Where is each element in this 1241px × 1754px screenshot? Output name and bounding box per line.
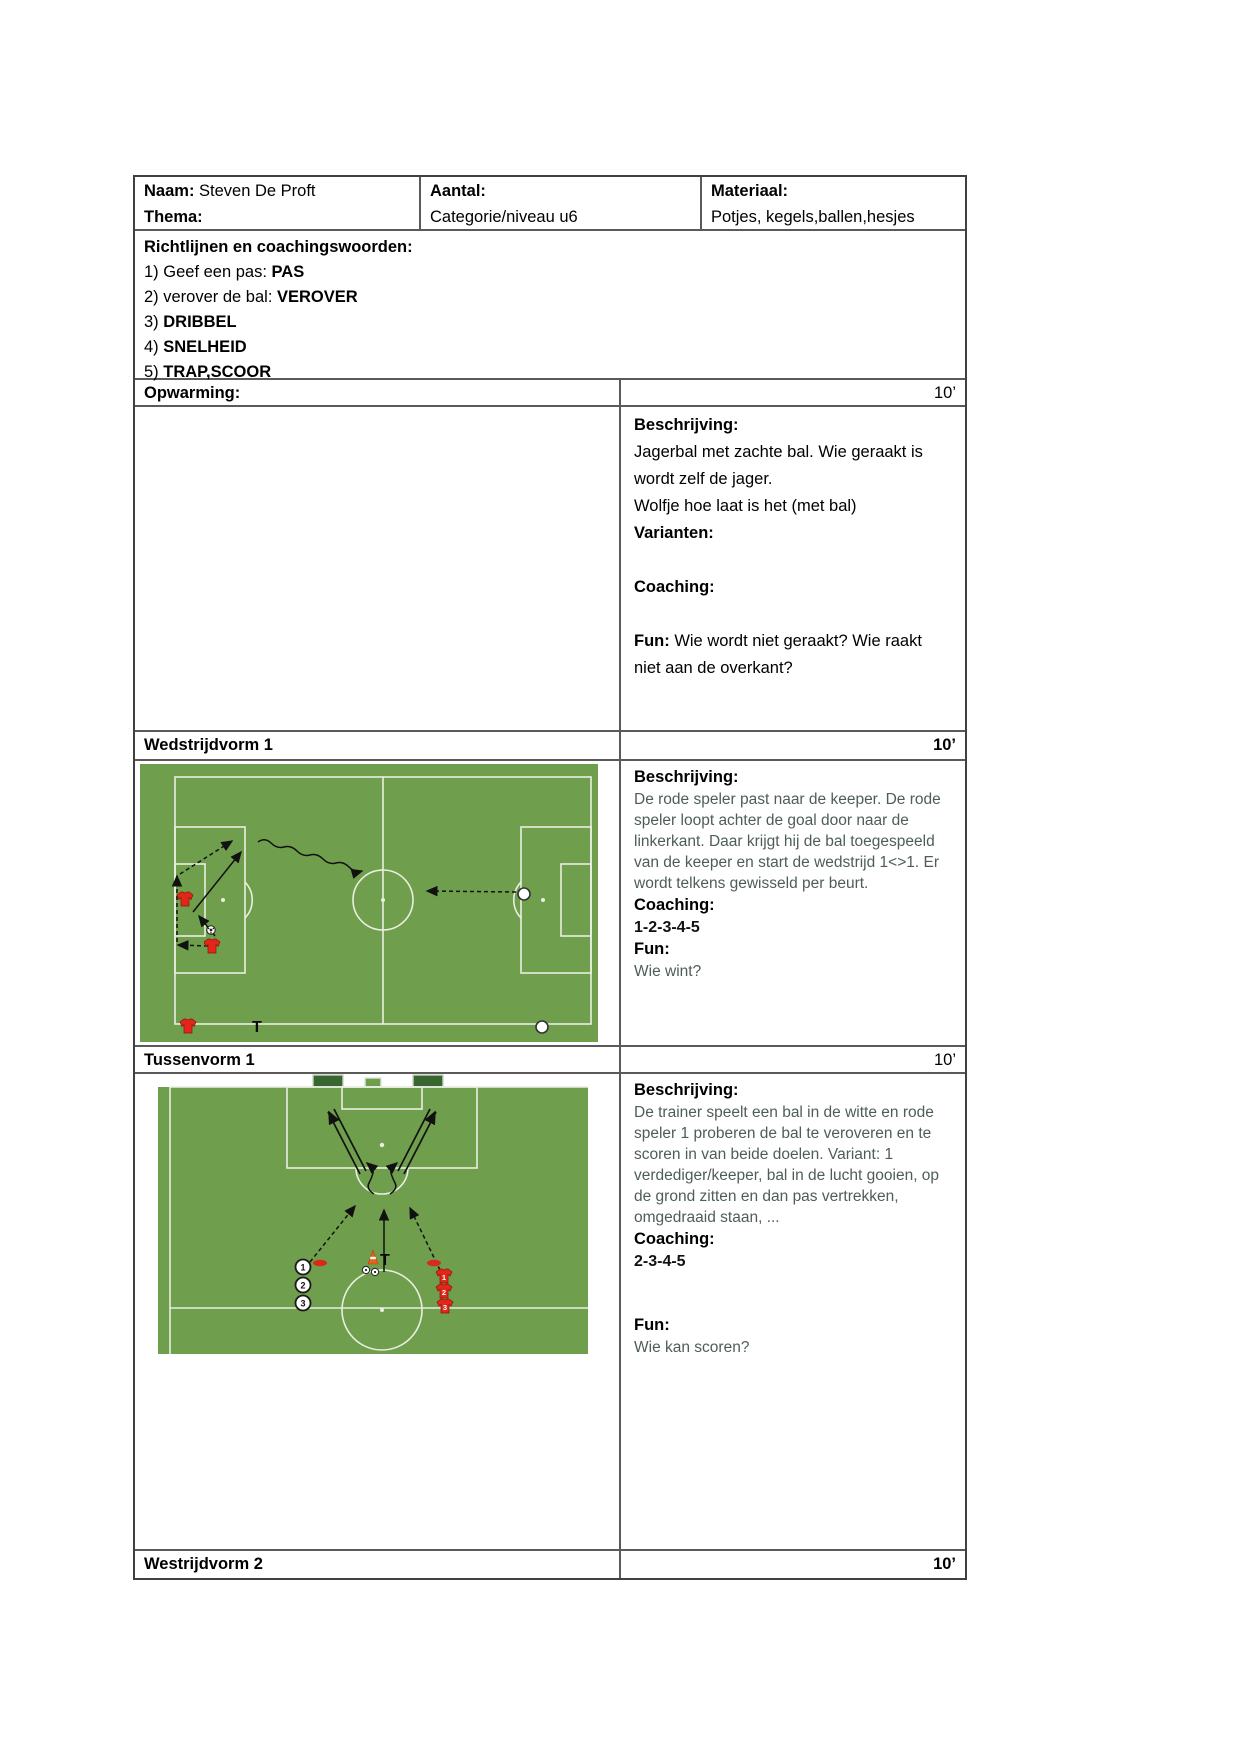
opwarming-fun-label: Fun:: [634, 632, 670, 650]
richtlijn-3-keyword: DRIBBEL: [163, 313, 237, 331]
soccer-ball-icon: [207, 926, 215, 934]
opwarming-title: Opwarming:: [144, 384, 241, 402]
tussenvorm1-content-row: [135, 1074, 965, 1551]
red-player-number: 1: [441, 1273, 447, 1282]
wv1-fun-label: Fun:: [634, 940, 670, 958]
tv1-fun-label: Fun:: [634, 1316, 670, 1334]
opwarming-fun-text: Wie wordt niet geraakt? Wie raakt niet aan de overkant?: [634, 632, 922, 677]
red-player-number: 3: [442, 1303, 448, 1312]
opwarming-header-row: [135, 380, 965, 407]
pitch-background: [158, 1087, 588, 1354]
tv1-fun-text: Wie kan scoren?: [634, 1339, 750, 1356]
richtlijn-item-4: [144, 335, 965, 360]
info-cell-naam-thema: [135, 177, 419, 230]
trainer-marker: T: [252, 1019, 262, 1036]
wv1-body-text: De rode speler past naar de keeper. De rode speler loopt achter de goal door naar de linkerkant. Daar krijgt hij de bal toegespeeld van de keeper en start de wedstrijd 1<>1. Er wordt telkens gewisseld per beurt.: [634, 791, 941, 892]
richtlijn-2-text: 2) verover de bal:: [144, 288, 277, 306]
richtlijnen-section: [135, 231, 965, 380]
materiaal-line: [711, 178, 965, 204]
tv1-beschrijving-label: Beschrijving:: [634, 1081, 739, 1099]
richtlijn-1-keyword: PAS: [271, 263, 305, 281]
mini-goal-icon: [413, 1075, 443, 1087]
red-cone-disc-icon: [313, 1260, 327, 1266]
wv1-coaching-label: Coaching:: [634, 896, 715, 914]
wedstrijdvorm1-header-row: [135, 732, 965, 761]
wv1-coaching-text: 1-2-3-4-5: [634, 919, 700, 936]
westrijdvorm2-header-row: [135, 1551, 965, 1578]
white-player-number: 3: [300, 1298, 306, 1309]
pitch-background: [140, 764, 598, 1042]
info-row: [135, 177, 965, 231]
white-players: [296, 1260, 311, 1311]
richtlijn-1-text: 1) Geef een pas:: [144, 263, 272, 281]
richtlijn-item-3: [144, 310, 965, 335]
field-diagram-1: [140, 764, 598, 1042]
naam-label: Naam:: [144, 182, 195, 200]
opwarming-line-1: Jagerbal met zachte bal. Wie geraakt is wordt zelf de jager.: [634, 443, 923, 488]
richtlijn-5-text: 5): [144, 363, 164, 381]
red-cone-disc-icon: [427, 1260, 441, 1266]
richtlijn-5-keyword: TRAP,SCOOR: [163, 363, 272, 381]
info-cell-materiaal: [700, 177, 965, 230]
white-player-icon: [518, 888, 530, 900]
thema-line: [144, 204, 419, 230]
aantal-line: [430, 178, 700, 204]
wv1-fun-text: Wie wint?: [634, 963, 702, 980]
richtlijn-3-text: 3): [144, 313, 164, 331]
tv1-coaching-text: 2-3-4-5: [634, 1253, 686, 1270]
richtlijn-item-1: [144, 260, 965, 285]
field-diagram-2: [158, 1074, 588, 1354]
opwarming-fun-line: [634, 628, 953, 682]
wedstrijdvorm1-diagram-cell: [135, 761, 619, 1045]
westrijdvorm2-duration: 10’: [619, 1551, 965, 1578]
wedstrijdvorm1-content-row: [135, 761, 965, 1047]
tv1-coaching-label: Coaching:: [634, 1230, 715, 1248]
opwarming-line-2: Wolfje hoe laat is het (met bal): [634, 497, 857, 515]
wedstrijdvorm1-duration: 10’: [619, 732, 965, 759]
white-player-number: 1: [300, 1262, 306, 1273]
richtlijn-item-2: [144, 285, 965, 310]
info-cell-aantal: [419, 177, 700, 230]
categorie-line: Categorie/niveau u6: [430, 208, 578, 226]
wv1-beschrijving-label: Beschrijving:: [634, 768, 739, 786]
opwarming-beschrijving-label: Beschrijving:: [634, 416, 739, 434]
westrijdvorm2-title: Westrijdvorm 2: [144, 1555, 263, 1573]
trainer-marker: T: [380, 1252, 390, 1269]
tv1-body-text: De trainer speelt een bal in de witte en rode speler 1 proberen de bal te veroveren en te scoren in van beide doelen. Variant: 1 verdediger/keeper, bal in de lucht gooien, op de grond zitten en dan pas vertrekken, omgedraaid staan, ...: [634, 1104, 940, 1226]
opwarming-varianten-label: Varianten:: [634, 524, 714, 542]
richtlijnen-title: Richtlijnen en coachingswoorden:: [144, 238, 413, 256]
opwarming-duration: 10’: [619, 380, 965, 406]
materiaal-label: Materiaal:: [711, 182, 789, 200]
tussenvorm1-header-row: [135, 1047, 965, 1074]
richtlijn-2-keyword: VEROVER: [276, 288, 358, 306]
richtlijn-4-keyword: SNELHEID: [163, 338, 247, 356]
naam-line: [144, 178, 419, 204]
tussenvorm1-diagram-cell: [135, 1074, 619, 1549]
wedstrijdvorm1-description-cell: [619, 761, 965, 1045]
tussenvorm1-title: Tussenvorm 1: [144, 1051, 255, 1069]
white-ball-icon: [536, 1021, 548, 1033]
red-player-number: 2: [441, 1288, 447, 1297]
opwarming-diagram-cell: [135, 407, 619, 730]
aantal-label: Aantal:: [430, 182, 486, 200]
opwarming-description-cell: [619, 407, 965, 730]
opwarming-content-row: [135, 407, 965, 732]
training-plan-table: [133, 175, 967, 1580]
mini-goal-icon: [313, 1075, 343, 1087]
small-goal-icon: [365, 1078, 381, 1087]
thema-label: Thema:: [144, 208, 203, 226]
opwarming-coaching-label: Coaching:: [634, 578, 715, 596]
wedstrijdvorm1-title: Wedstrijdvorm 1: [144, 736, 273, 754]
tussenvorm1-description-cell: [619, 1074, 965, 1549]
naam-value: Steven De Proft: [199, 182, 316, 200]
tussenvorm1-duration: 10’: [619, 1047, 965, 1073]
richtlijn-4-text: 4): [144, 338, 164, 356]
materiaal-value: Potjes, kegels,ballen,hesjes: [711, 208, 915, 226]
white-player-number: 2: [300, 1280, 306, 1291]
